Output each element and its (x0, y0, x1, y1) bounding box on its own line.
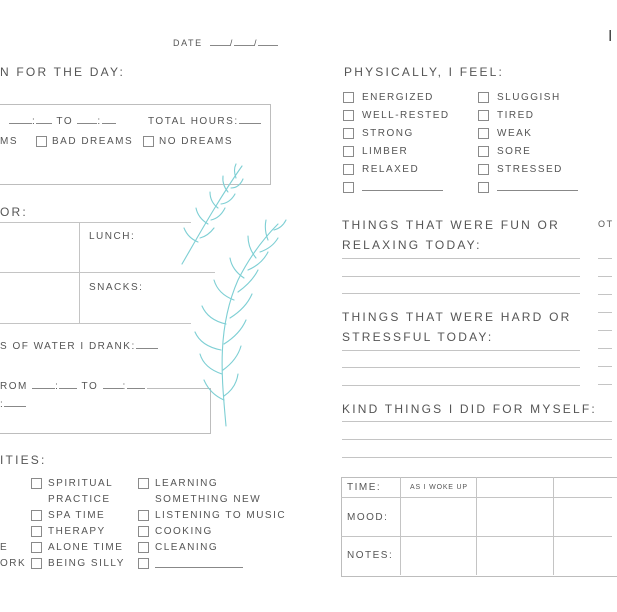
grid-notes-label: NOTES: (347, 550, 394, 561)
tired-checkbox[interactable] (478, 110, 489, 121)
fun-heading-line1: THINGS THAT WERE FUN OR (342, 218, 560, 232)
kind-heading: KIND THINGS I DID FOR MYSELF: (342, 402, 597, 416)
sleep-start-min[interactable] (36, 115, 52, 124)
feel-well-rested: WELL-RESTED (362, 110, 450, 121)
bad-dreams-checkbox[interactable] (36, 136, 47, 147)
feel-sore: SORE (497, 146, 532, 157)
custom-feel-1-blank[interactable] (362, 190, 443, 191)
sluggish-checkbox[interactable] (478, 92, 489, 103)
kind-write-line-1[interactable] (342, 421, 612, 422)
hard-heading-line2: STRESSFUL TODAY: (342, 330, 494, 344)
exercise-end-hour[interactable] (103, 380, 123, 389)
well-rested-checkbox[interactable] (343, 110, 354, 121)
plan-heading: N FOR THE DAY: (0, 65, 126, 79)
meals-top-line (0, 222, 191, 223)
fun-write-line-2[interactable] (342, 276, 580, 277)
date-day-blank[interactable] (234, 37, 254, 46)
feel-tired: TIRED (497, 110, 535, 121)
water-label: S OF WATER I DRANK: (0, 341, 136, 352)
dreams-partial: MS (0, 136, 18, 147)
custom-activity-checkbox[interactable] (138, 558, 149, 569)
sleep-end-min[interactable] (102, 115, 116, 124)
fun-write-line-3[interactable] (342, 293, 580, 294)
activity-partial-1: E (0, 542, 9, 553)
side-line-3[interactable] (598, 294, 612, 295)
hard-heading-line1: THINGS THAT WERE HARD OR (342, 310, 572, 324)
activity-something-new: SOMETHING NEW (155, 494, 262, 505)
side-column-partial: OT (598, 219, 614, 229)
side-line-2[interactable] (598, 276, 612, 277)
activities-heading: ITIES: (0, 453, 47, 467)
alone-checkbox[interactable] (31, 542, 42, 553)
feel-limber: LIMBER (362, 146, 409, 157)
music-checkbox[interactable] (138, 510, 149, 521)
strong-checkbox[interactable] (343, 128, 354, 139)
activity-cleaning: CLEANING (155, 542, 219, 553)
side-line-6[interactable] (598, 348, 612, 349)
exercise-start-hour[interactable] (32, 380, 55, 389)
no-dreams-checkbox[interactable] (143, 136, 154, 147)
sleep-start-hour[interactable] (9, 115, 32, 124)
activity-alone: ALONE TIME (48, 542, 124, 553)
custom-feel-2-checkbox[interactable] (478, 182, 489, 193)
custom-feel-1-checkbox[interactable] (343, 182, 354, 193)
water-blank[interactable] (136, 340, 158, 349)
exercise-from-label: ROM (0, 381, 28, 392)
learning-checkbox[interactable] (138, 478, 149, 489)
cooking-checkbox[interactable] (138, 526, 149, 537)
activity-learning: LEARNING (155, 478, 219, 489)
therapy-checkbox[interactable] (31, 526, 42, 537)
botanical-sprig-illustration (178, 160, 288, 428)
fun-write-line-1[interactable] (342, 258, 580, 259)
sore-checkbox[interactable] (478, 146, 489, 157)
bad-dreams-label: BAD DREAMS (52, 136, 134, 147)
exercise-end-min[interactable] (127, 380, 145, 389)
no-dreams-label: NO DREAMS (159, 136, 234, 147)
total-hours-blank[interactable] (239, 115, 261, 124)
hard-write-line-3[interactable] (342, 385, 580, 386)
meals-bottom-line (0, 323, 191, 324)
date-label: DATE (173, 38, 203, 48)
sleep-to-label: TO (56, 116, 74, 127)
exercise-start-min[interactable] (59, 380, 77, 389)
date-year-blank[interactable] (258, 37, 278, 46)
side-line-8[interactable] (598, 384, 612, 385)
exercise-extra: : (0, 398, 26, 410)
feel-energized: ENERGIZED (362, 92, 434, 103)
activity-spa: SPA TIME (48, 510, 106, 521)
activity-practice: PRACTICE (48, 494, 111, 505)
sleep-times: : TO : (9, 115, 116, 127)
fun-heading-line2: RELAXING TODAY: (342, 238, 482, 252)
activity-silly: BEING SILLY (48, 558, 125, 569)
total-hours-label: TOTAL HOURS: (148, 116, 239, 127)
activity-cooking: COOKING (155, 526, 213, 537)
exercise-times: ROM : TO : (0, 380, 147, 392)
date-month-blank[interactable] (210, 37, 230, 46)
lunch-label: LUNCH: (89, 231, 136, 242)
mood-grid (341, 477, 617, 577)
spiritual-checkbox[interactable] (31, 478, 42, 489)
activity-therapy: THERAPY (48, 526, 106, 537)
grid-col-line-2 (476, 477, 477, 575)
hard-write-line-2[interactable] (342, 367, 580, 368)
spa-checkbox[interactable] (31, 510, 42, 521)
snacks-label: SNACKS: (89, 282, 144, 293)
feel-stressed: STRESSED (497, 164, 563, 175)
side-line-5[interactable] (598, 330, 612, 331)
sleep-end-hour[interactable] (77, 115, 97, 124)
hard-write-line-1[interactable] (342, 350, 580, 351)
exercise-extra-blank[interactable] (4, 398, 26, 407)
custom-feel-2-blank[interactable] (497, 190, 578, 191)
meals-divider (79, 222, 80, 323)
grid-col-line-1 (400, 477, 401, 575)
custom-activity-blank[interactable] (155, 567, 243, 568)
stressed-checkbox[interactable] (478, 164, 489, 175)
weak-checkbox[interactable] (478, 128, 489, 139)
water-line (0, 340, 158, 352)
energized-checkbox[interactable] (343, 92, 354, 103)
silly-checkbox[interactable] (31, 558, 42, 569)
physically-heading: PHYSICALLY, I FEEL: (344, 65, 505, 79)
exercise-to-label: TO (81, 381, 99, 392)
limber-checkbox[interactable] (343, 146, 354, 157)
activity-partial-2: ORK (0, 558, 27, 569)
feel-sluggish: SLUGGISH (497, 92, 561, 103)
activity-music: LISTENING TO MUSIC (155, 510, 287, 521)
grid-time-label: TIME: (347, 482, 382, 493)
kind-write-line-2[interactable] (342, 439, 612, 440)
kind-write-line-3[interactable] (342, 457, 612, 458)
grid-col-line-3 (553, 477, 554, 575)
cleaning-checkbox[interactable] (138, 542, 149, 553)
feel-weak: WEAK (497, 128, 533, 139)
side-line-4[interactable] (598, 312, 612, 313)
activity-spiritual: SPIRITUAL (48, 478, 114, 489)
grid-mood-label: MOOD: (347, 512, 389, 523)
feel-relaxed: RELAXED (362, 164, 420, 175)
total-hours (148, 115, 261, 127)
relaxed-checkbox[interactable] (343, 164, 354, 175)
side-line-1[interactable] (598, 258, 612, 259)
side-line-7[interactable] (598, 366, 612, 367)
grid-as-i-woke-up: AS I WOKE UP (410, 484, 468, 491)
date-line: DATE / / (173, 37, 278, 48)
top-right-mark: I (608, 28, 614, 45)
feel-strong: STRONG (362, 128, 414, 139)
meals-heading: OR: (0, 205, 28, 219)
